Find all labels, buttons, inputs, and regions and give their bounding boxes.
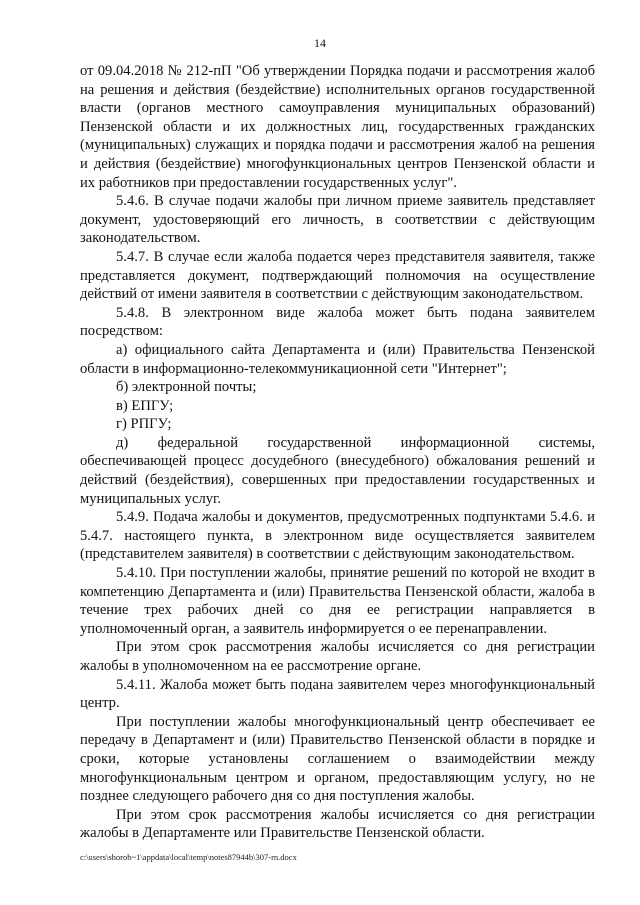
paragraph: При этом срок рассмотрения жалобы исчисляется со дня регистрации жалобы в уполномоченном на ее рассмотрение органе.: [80, 639, 595, 674]
paragraph: от 09.04.2018 № 212-пП "Об утверждении Порядка подачи и рассмотрения жалоб на решения и действия (бездействие) исполнительных органов государственной власти (органов местного самоуправления муниципальных образований) Пензенской области и их должностных лиц, государственных гражданских (муниципальных) служащих и порядка подачи и рассмотрения жалоб на решения и действия (бездействие) многофункциональных центров Пензенской области и их работников при предоставлении государственных услуг".: [80, 63, 595, 191]
paragraph: г) РПГУ;: [116, 416, 172, 433]
paragraph: 5.4.10. При поступлении жалобы, принятие решений по которой не входит в компетенцию Департамента и (или) Правительства Пензенской области, жалоба в течение трех рабочих дней со дня ее регистрации направляется в уполномоченный орган, а заявитель информируется о ее перенаправлении.: [80, 565, 595, 637]
paragraph: в) ЕПГУ;: [116, 397, 174, 414]
paragraph: б) электронной почты;: [116, 379, 257, 396]
document-body: [80, 62, 595, 843]
footer-file-path: c:\users\shorob~1\appdata\local\temp\notes87944b\307-rn.docx: [80, 852, 297, 862]
paragraph: 5.4.9. Подача жалобы и документов, предусмотренных подпунктами 5.4.6. и 5.4.7. настоящего пункта, в электронном виде осуществляется заявителем (представителем заявителя) в соответствии с действующим законодательством.: [80, 509, 595, 563]
paragraph: При поступлении жалобы многофункциональный центр обеспечивает ее передачу в Департамент и (или) Правительство Пензенской области в порядке и сроки, которые установлены соглашением о взаимодействии между многофункциональным центром и органом, предоставляющим услугу, но не позднее следующего рабочего дня со дня поступления жалобы.: [80, 713, 595, 805]
paragraph: д) федеральной государственной информационной системы, обеспечивающей процесс досудебного (внесудебного) обжалования решений и действий (бездействия), совершенных при предоставлении государственных и муниципальных услуг.: [80, 434, 595, 507]
paragraph: При этом срок рассмотрения жалобы исчисляется со дня регистрации жалобы в Департаменте или Правительстве Пензенской области.: [80, 806, 595, 842]
paragraph: 5.4.8. В электронном виде жалоба может быть подана заявителем посредством:: [80, 304, 595, 340]
paragraph: 5.4.11. Жалоба может быть подана заявителем через многофункциональный центр.: [80, 676, 595, 712]
paragraph: 5.4.6. В случае подачи жалобы при личном приеме заявитель представляет документ, удостоверяющий его личность, в соответствии с действующим законодательством.: [80, 193, 595, 247]
paragraph: а) официального сайта Департамента и (или) Правительства Пензенской области в информационно-телекоммуникационной сети "Интернет";: [80, 341, 595, 377]
page-number: 14: [314, 36, 326, 50]
paragraph: 5.4.7. В случае если жалоба подается через представителя заявителя, также представляется документ, подтверждающий полномочия на осуществление действий от имени заявителя в соответствии с действующим законодательством.: [80, 248, 595, 303]
